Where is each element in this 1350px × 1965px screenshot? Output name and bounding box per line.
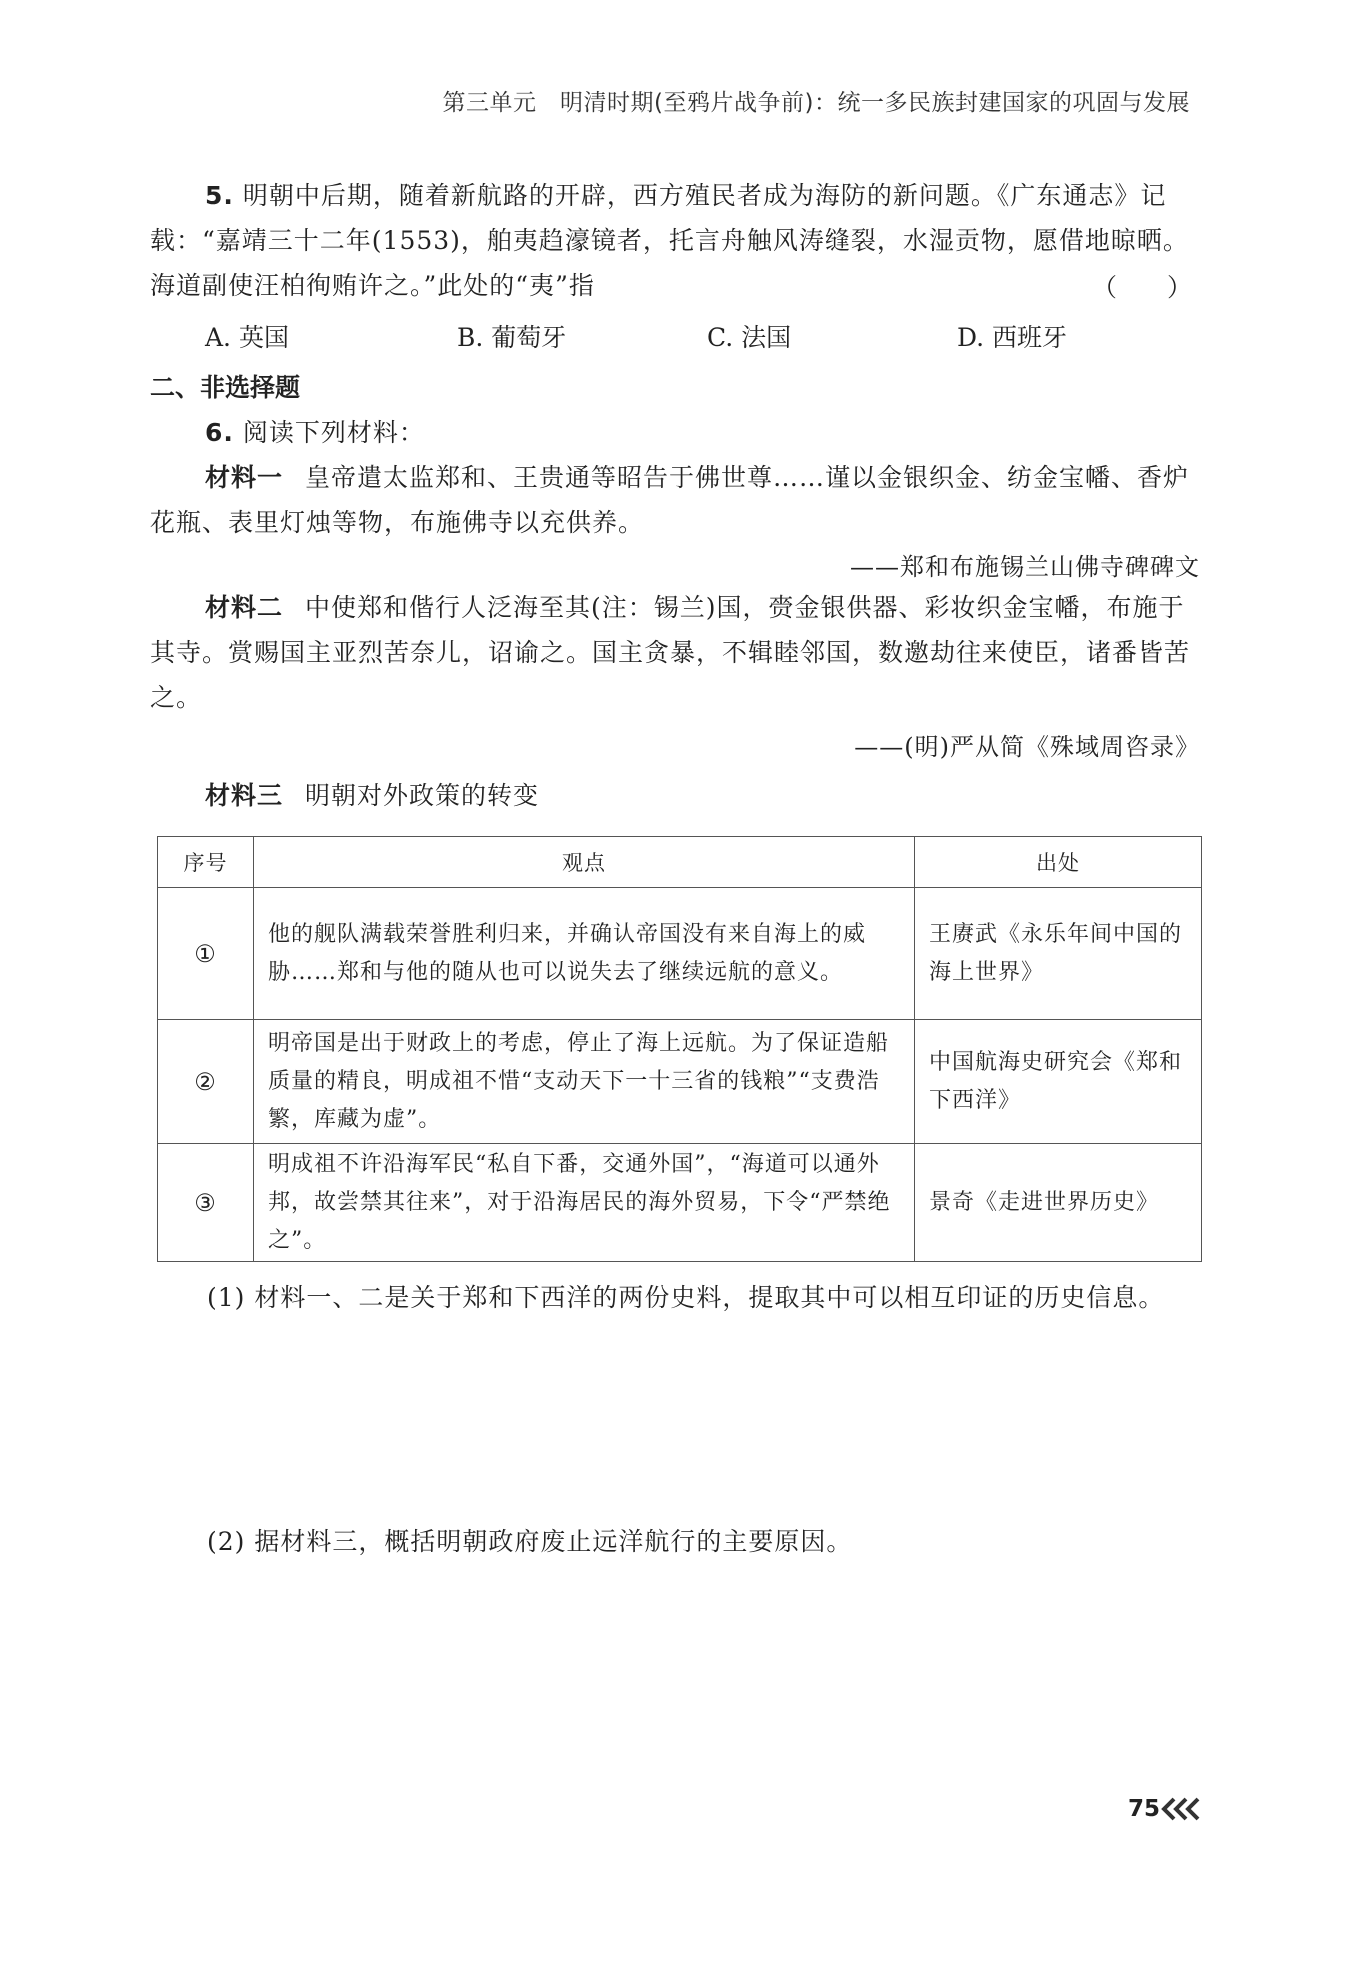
option-d: D. 西班牙 — [957, 323, 1068, 352]
row-view: 明帝国是出于财政上的考虑，停止了海上远航。为了保证造船质量的精良，明成祖不惜“支动天下一十三省的钱粮”“支费浩繁，库藏为虚”。 — [254, 1020, 915, 1144]
option-c: C. 法国 — [707, 323, 792, 352]
material-3-label: 材料三 — [205, 781, 284, 810]
question-6-intro — [205, 410, 425, 455]
page-number: 75 — [1128, 1796, 1161, 1822]
option-b: B. 葡萄牙 — [457, 323, 567, 352]
table-row — [158, 888, 1202, 1020]
material-1-label: 材料一 — [205, 463, 284, 492]
table-row — [158, 1020, 1202, 1144]
question-6-intro-text: 阅读下列材料： — [242, 418, 425, 447]
sub-question-2: (2) 据材料三，概括明朝政府废止远洋航行的主要原因。 — [207, 1527, 853, 1556]
policy-table — [157, 836, 1202, 1262]
material-1-source: ——郑和布施锡兰山佛寺碑碑文 — [850, 553, 1200, 581]
material-2 — [150, 585, 1202, 720]
answer-bracket: （ ） — [1091, 273, 1192, 302]
material-2-source: ——(明)严从简《殊域周咨录》 — [854, 733, 1200, 761]
material-1 — [150, 455, 1202, 545]
chevron-left-icon — [1160, 1796, 1208, 1822]
header-view: 观点 — [254, 837, 915, 888]
option-a: A. 英国 — [205, 323, 289, 352]
material-1-text: 皇帝遣太监郑和、王贵通等昭告于佛世尊……谨以金银织金、纺金宝幡、香炉花瓶、表里灯烛等物，布施佛寺以充供养。 — [150, 463, 1190, 537]
section-title: 二、非选择题 — [150, 373, 301, 402]
page-header: 第三单元 明清时期(至鸦片战争前)：统一多民族封建国家的巩固与发展 — [442, 90, 1190, 116]
header-source: 出处 — [915, 837, 1202, 888]
table-header-row — [158, 837, 1202, 888]
row-number: ③ — [158, 1144, 254, 1262]
row-source: 景奇《走进世界历史》 — [915, 1144, 1202, 1262]
sub-question-1: (1) 材料一、二是关于郑和下西洋的两份史料，提取其中可以相互印证的历史信息。 — [207, 1283, 1165, 1312]
material-2-text: 中使郑和偕行人泛海至其(注：锡兰)国，赍金银供器、彩妆织金宝幡，布施于其寺。赏赐国主亚烈苦奈儿，诏谕之。国主贪暴，不辑睦邻国，数邀劫往来使臣，诸番皆苦之。 — [150, 593, 1191, 712]
row-view: 明成祖不许沿海军民“私自下番，交通外国”，“海道可以通外邦，故尝禁其往来”，对于沿海居民的海外贸易，下令“严禁绝之”。 — [254, 1144, 915, 1262]
material-3-heading: 明朝对外政策的转变 — [305, 781, 540, 810]
question-5-text: 明朝中后期，随着新航路的开辟，西方殖民者成为海防的新问题。《广东通志》记载：“嘉靖三十二年(1553)，舶夷趋濠镜者，托言舟触风涛缝裂，水湿贡物，愿借地晾晒。海道副使汪柏徇贿许之。”此处的“夷”指 — [150, 181, 1189, 300]
row-number: ① — [158, 888, 254, 1020]
material-3-title — [205, 773, 539, 818]
question-5-number: 5. — [205, 181, 234, 210]
row-source: 王赓武《永乐年间中国的海上世界》 — [915, 888, 1202, 1020]
material-2-label: 材料二 — [205, 593, 284, 622]
row-view: 他的舰队满载荣誉胜利归来，并确认帝国没有来自海上的威胁……郑和与他的随从也可以说失去了继续远航的意义。 — [254, 888, 915, 1020]
table-row — [158, 1144, 1202, 1262]
question-5 — [150, 173, 1202, 308]
row-source: 中国航海史研究会《郑和下西洋》 — [915, 1020, 1202, 1144]
question-6-number: 6. — [205, 418, 234, 447]
header-number: 序号 — [158, 837, 254, 888]
row-number: ② — [158, 1020, 254, 1144]
